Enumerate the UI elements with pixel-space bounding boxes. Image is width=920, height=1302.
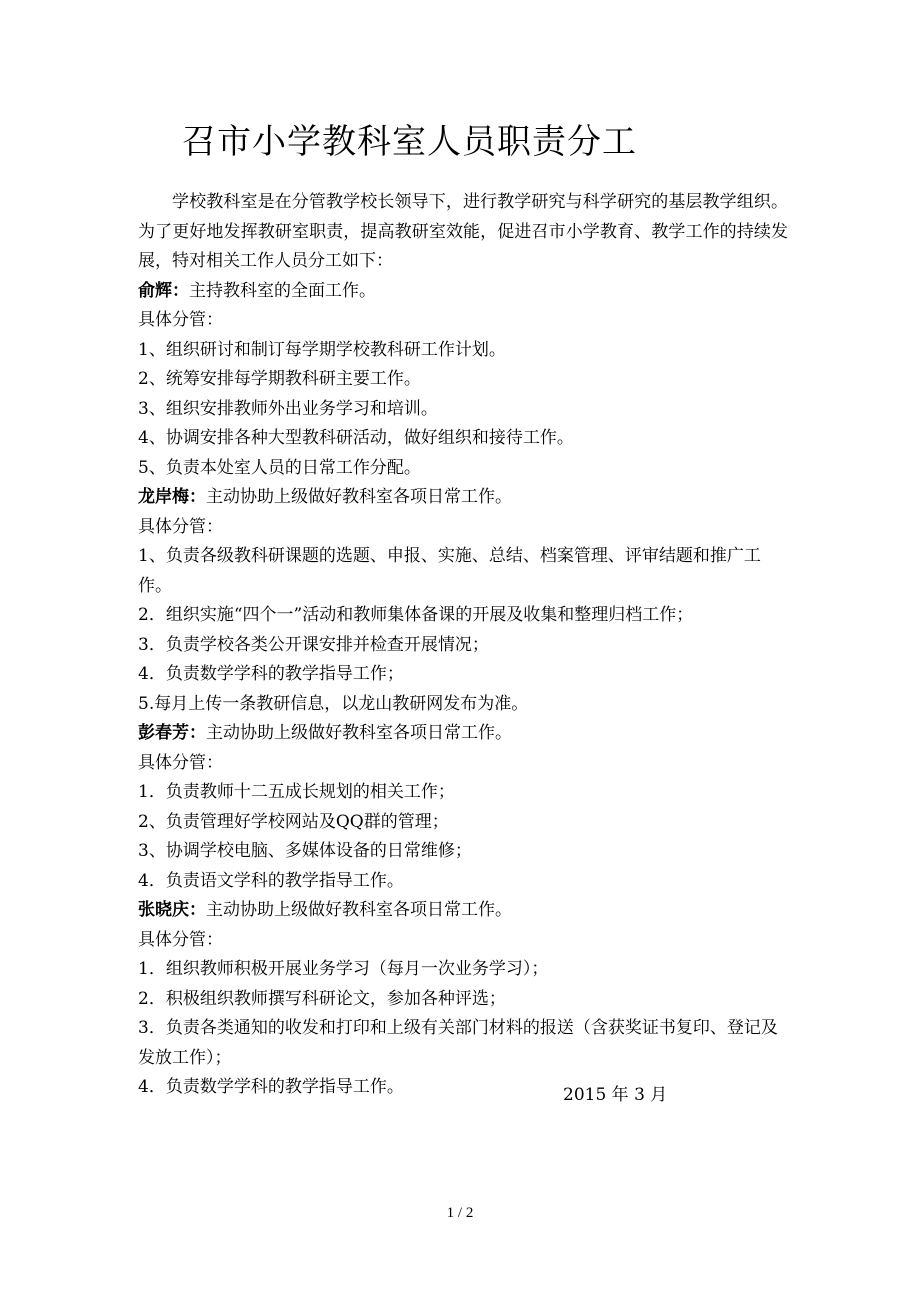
person-role: 主动协助上级做好教科室各项日常工作。 [206, 900, 512, 920]
intro-paragraph: 学校教科室是在分管教学校长领导下，进行教学研究与科学研究的基层教学组织。为了更好地发挥教研室职责，提高教研室效能，促进召市小学教育、教学工作的持续发展，特对相关工作人员分工如下： [138, 192, 788, 271]
section-yu-hui [138, 277, 788, 484]
person-name: 龙岸梅： [138, 487, 206, 507]
document-title: 召市小学教科室人员职责分工 [182, 122, 637, 162]
section-header [138, 896, 788, 926]
duty-item: 3、组织安排教师外出业务学习和培训。 [138, 398, 438, 419]
duty-item: 2．积极组织教师撰写科研论文，参加各种评选； [138, 988, 506, 1009]
person-name: 彭春芳： [138, 723, 206, 743]
document-date: 2015 年 3 月 [563, 1085, 668, 1105]
person-role: 主持教科室的全面工作。 [189, 280, 376, 301]
sub-heading: 具体分管： [138, 752, 223, 773]
section-header [138, 483, 788, 513]
duty-item: 2．组织实施“四个一”活动和教师集体备课的开展及收集和整理归档工作； [138, 605, 694, 625]
person-name: 张晓庆： [138, 900, 206, 920]
duty-item: 4．负责语文学科的教学指导工作。 [138, 870, 404, 891]
duty-item: 3．负责各类通知的收发和打印和上级有关部门材料的报送（含获奖证书复印、登记及发放工作）； [138, 1018, 778, 1068]
section-peng-chunfang [138, 719, 788, 896]
duty-item: 3、协调学校电脑、多媒体设备的日常维修； [138, 841, 472, 861]
sub-heading: 具体分管： [138, 929, 223, 950]
duty-item: 3．负责学校各类公开课安排并检查开展情况； [138, 634, 489, 655]
duty-item: 2、统筹安排每学期教科研主要工作。 [138, 369, 421, 389]
duty-item: 2、负责管理好学校网站及QQ群的管理； [138, 811, 449, 832]
duty-item: 1、组织研讨和制订每学期学校教科研工作计划。 [138, 339, 506, 360]
person-name: 俞辉： [138, 280, 189, 301]
page-number: 1 / 2 [446, 1205, 474, 1221]
person-role: 主动协助上级做好教科室各项日常工作。 [206, 723, 512, 743]
section-long-anmei [138, 483, 788, 719]
duty-item: 1、负责各级教科研课题的选题、申报、实施、总结、档案管理、评审结题和推广工作。 [138, 546, 761, 596]
duty-item: 4．负责数学学科的教学指导工作； [138, 664, 404, 684]
duty-item: 1．组织教师积极开展业务学习（每月一次业务学习）； [138, 959, 549, 979]
duty-item: 4．负责数学学科的教学指导工作。 [138, 1077, 404, 1097]
sub-heading: 具体分管： [138, 310, 223, 330]
person-role: 主动协助上级做好教科室各项日常工作。 [206, 487, 512, 507]
duty-item: 4、协调安排各种大型教科研活动，做好组织和接待工作。 [138, 428, 574, 448]
section-header [138, 719, 788, 749]
document-body [138, 188, 788, 1103]
duty-item: 1．负责教师十二五成长规划的相关工作； [138, 782, 455, 802]
section-header [138, 277, 788, 307]
sub-heading: 具体分管： [138, 516, 223, 537]
duty-item: 5、负责本处室人员的日常工作分配。 [138, 457, 421, 478]
section-zhang-xiaoqing [138, 896, 788, 1103]
duty-item: 5.每月上传一条教研信息，以龙山教研网发布为准。 [138, 693, 529, 714]
